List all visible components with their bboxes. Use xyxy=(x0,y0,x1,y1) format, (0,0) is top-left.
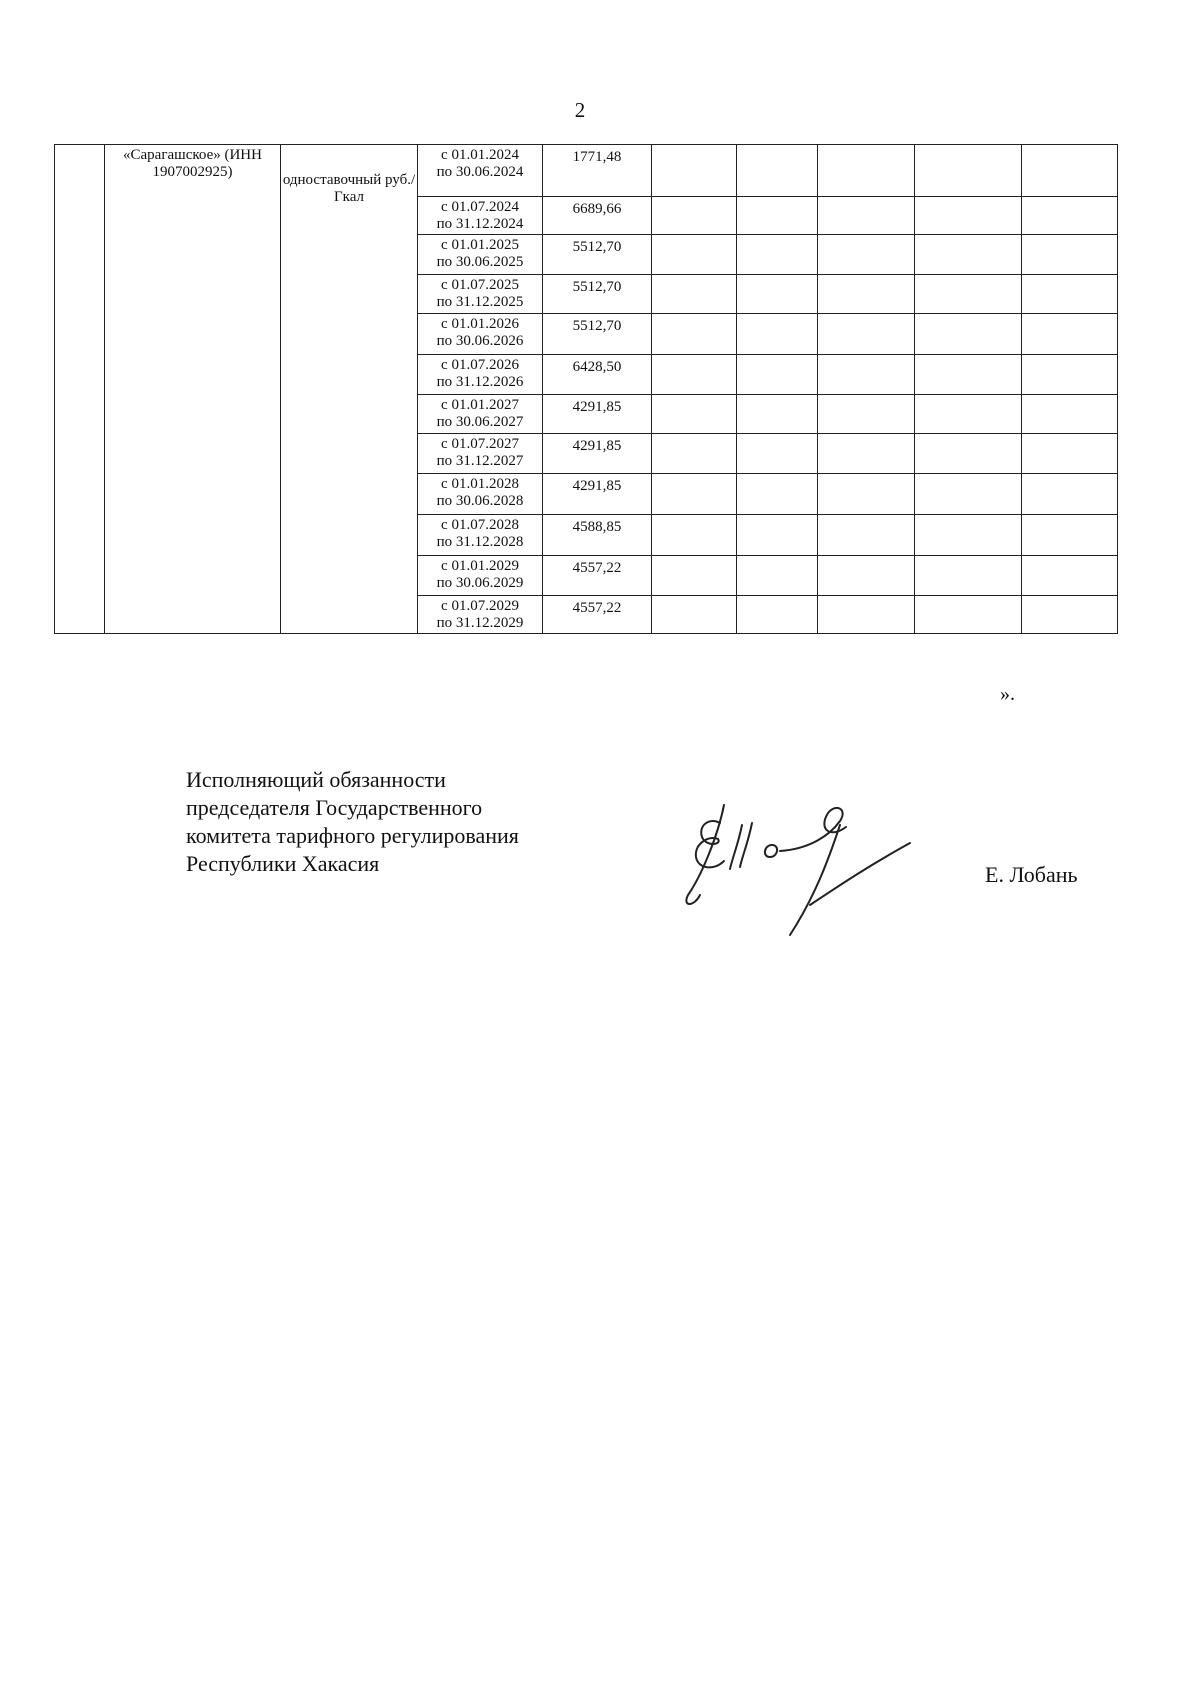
empty-cell xyxy=(1022,235,1118,275)
empty-cell xyxy=(737,395,818,434)
empty-cell xyxy=(915,515,1022,556)
empty-cell xyxy=(818,596,915,634)
signatory-title-line: комитета тарифного регулирования xyxy=(186,823,519,848)
period-cell xyxy=(418,355,543,395)
empty-cell xyxy=(652,395,737,434)
empty-cell xyxy=(818,197,915,235)
empty-cell xyxy=(1022,434,1118,474)
period-end: по 31.12.2025 xyxy=(436,294,524,310)
empty-cell xyxy=(737,355,818,395)
period-cell xyxy=(418,434,543,474)
period-cell xyxy=(418,556,543,596)
empty-cell xyxy=(1022,314,1118,355)
empty-cell xyxy=(915,556,1022,596)
period-start: с 01.07.2026 xyxy=(441,357,519,373)
empty-cell xyxy=(737,145,818,197)
empty-cell xyxy=(652,474,737,515)
closing-quote-mark: ». xyxy=(1000,683,1015,705)
period-start: с 01.01.2026 xyxy=(441,316,519,332)
tariff-value: 4291,85 xyxy=(543,434,652,474)
period-end: по 30.06.2027 xyxy=(436,414,524,430)
period-end: по 30.06.2024 xyxy=(436,164,524,180)
tariff-value: 5512,70 xyxy=(543,235,652,275)
period-start: с 01.07.2028 xyxy=(441,517,519,533)
empty-cell xyxy=(737,515,818,556)
period-cell xyxy=(418,474,543,515)
period-cell xyxy=(418,275,543,314)
period-start: с 01.01.2024 xyxy=(441,147,519,163)
period-start: с 01.07.2024 xyxy=(441,199,519,215)
tariff-type: одноставочный руб./Гкал xyxy=(282,172,416,205)
signatory-title xyxy=(186,766,519,878)
empty-cell xyxy=(915,474,1022,515)
period-cell xyxy=(418,235,543,275)
tariff-value: 4557,22 xyxy=(543,556,652,596)
empty-cell xyxy=(737,197,818,235)
tariff-table xyxy=(54,144,1118,634)
empty-cell xyxy=(652,235,737,275)
empty-cell xyxy=(737,596,818,634)
empty-cell xyxy=(652,434,737,474)
empty-cell xyxy=(915,197,1022,235)
empty-cell xyxy=(915,145,1022,197)
period-end: по 31.12.2028 xyxy=(436,534,524,550)
empty-cell xyxy=(737,556,818,596)
tariff-value: 4588,85 xyxy=(543,515,652,556)
empty-cell xyxy=(1022,197,1118,235)
period-end: по 31.12.2027 xyxy=(436,453,524,469)
empty-cell xyxy=(818,515,915,556)
period-end: по 30.06.2028 xyxy=(436,493,524,509)
tariff-value: 5512,70 xyxy=(543,275,652,314)
empty-cell xyxy=(915,314,1022,355)
empty-cell xyxy=(652,145,737,197)
table-row xyxy=(55,145,1118,197)
period-end: по 31.12.2029 xyxy=(436,615,524,631)
empty-cell xyxy=(652,515,737,556)
tariff-value: 4291,85 xyxy=(543,395,652,434)
empty-cell xyxy=(818,395,915,434)
period-cell xyxy=(418,596,543,634)
period-start: с 01.01.2029 xyxy=(441,558,519,574)
period-cell xyxy=(418,314,543,355)
period-end: по 31.12.2026 xyxy=(436,374,524,390)
tariff-value: 6428,50 xyxy=(543,355,652,395)
empty-cell xyxy=(818,235,915,275)
empty-cell xyxy=(818,145,915,197)
empty-cell xyxy=(915,596,1022,634)
empty-cell xyxy=(652,275,737,314)
empty-cell xyxy=(818,314,915,355)
empty-cell xyxy=(915,275,1022,314)
tariff-value: 4291,85 xyxy=(543,474,652,515)
row-number-cell xyxy=(55,145,105,634)
period-start: с 01.01.2025 xyxy=(441,237,519,253)
empty-cell xyxy=(818,355,915,395)
empty-cell xyxy=(1022,556,1118,596)
empty-cell xyxy=(915,235,1022,275)
empty-cell xyxy=(1022,515,1118,556)
handwritten-signature xyxy=(680,795,920,945)
empty-cell xyxy=(1022,355,1118,395)
tariff-value: 5512,70 xyxy=(543,314,652,355)
tariff-value: 4557,22 xyxy=(543,596,652,634)
signatory-title-line: Республики Хакасия xyxy=(186,851,380,876)
empty-cell xyxy=(737,434,818,474)
empty-cell xyxy=(818,474,915,515)
period-cell xyxy=(418,515,543,556)
period-start: с 01.07.2027 xyxy=(441,436,519,452)
empty-cell xyxy=(1022,275,1118,314)
period-start: с 01.07.2025 xyxy=(441,277,519,293)
empty-cell xyxy=(915,395,1022,434)
signatory-title-line: председателя Государственного xyxy=(186,795,483,820)
empty-cell xyxy=(1022,145,1118,197)
empty-cell xyxy=(915,434,1022,474)
empty-cell xyxy=(737,275,818,314)
empty-cell xyxy=(652,596,737,634)
empty-cell xyxy=(818,556,915,596)
empty-cell xyxy=(1022,474,1118,515)
tariff-type-cell xyxy=(281,145,418,634)
period-cell xyxy=(418,197,543,235)
empty-cell xyxy=(652,556,737,596)
empty-cell xyxy=(652,355,737,395)
empty-cell xyxy=(652,197,737,235)
empty-cell xyxy=(737,235,818,275)
empty-cell xyxy=(818,275,915,314)
period-end: по 30.06.2025 xyxy=(436,254,524,270)
period-start: с 01.07.2029 xyxy=(441,598,519,614)
signer-name: Е. Лобань xyxy=(985,862,1078,887)
tariff-value: 6689,66 xyxy=(543,197,652,235)
period-start: с 01.01.2028 xyxy=(441,476,519,492)
period-cell xyxy=(418,395,543,434)
tariff-value: 1771,48 xyxy=(543,145,652,197)
period-start: с 01.01.2027 xyxy=(441,397,519,413)
organization-cell xyxy=(105,145,281,634)
organization-name: «Сарагашское» (ИНН 1907002925) xyxy=(123,147,262,180)
empty-cell xyxy=(737,474,818,515)
signatory-title-line: Исполняющий обязанности xyxy=(186,767,446,792)
period-cell xyxy=(418,145,543,197)
empty-cell xyxy=(652,314,737,355)
empty-cell xyxy=(1022,395,1118,434)
period-end: по 30.06.2029 xyxy=(436,575,524,591)
period-end: по 31.12.2024 xyxy=(436,216,524,232)
empty-cell xyxy=(1022,596,1118,634)
empty-cell xyxy=(737,314,818,355)
empty-cell xyxy=(818,434,915,474)
period-end: по 30.06.2026 xyxy=(436,333,524,349)
page-number: 2 xyxy=(574,98,586,122)
empty-cell xyxy=(915,355,1022,395)
